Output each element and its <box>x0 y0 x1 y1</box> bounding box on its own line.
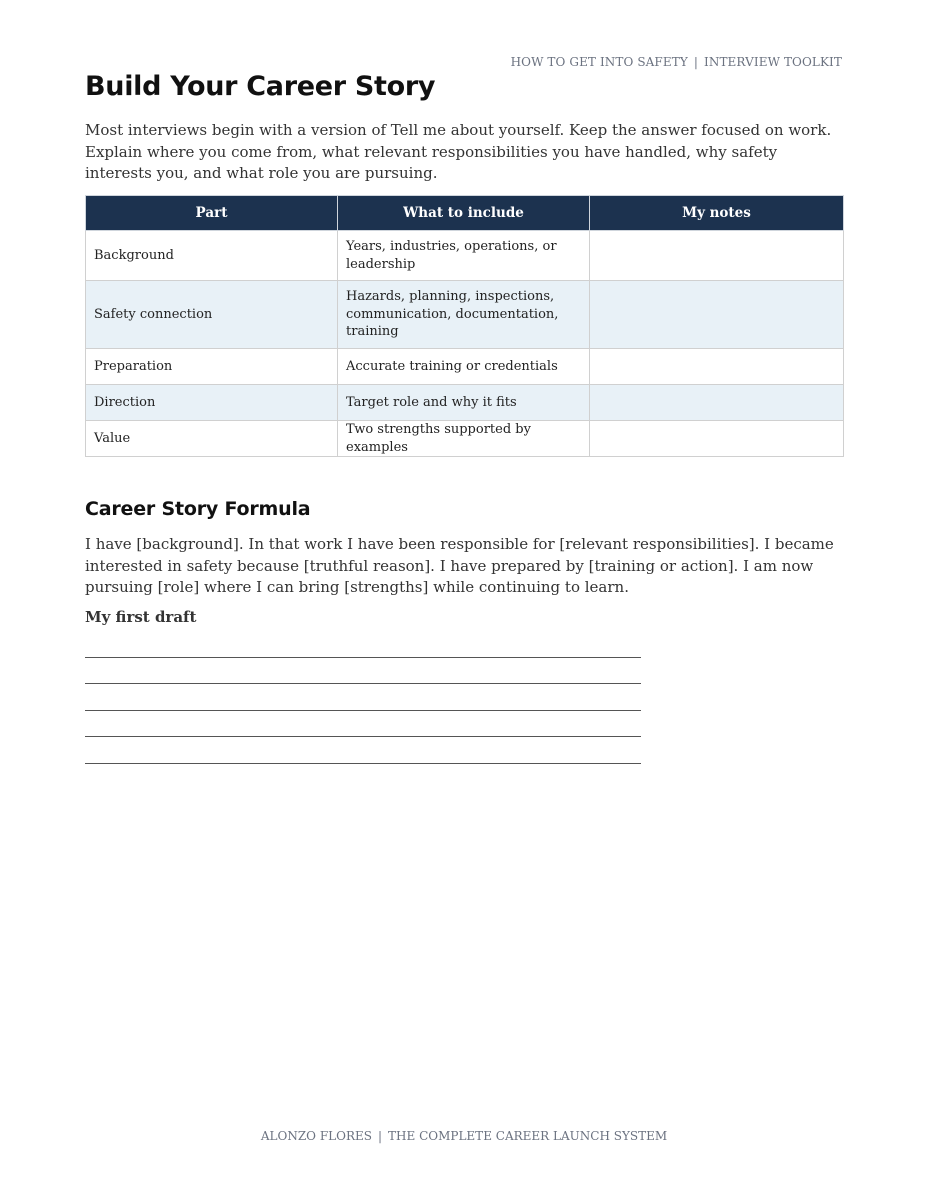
header-separator: | <box>693 55 699 69</box>
notes-cell[interactable] <box>590 281 844 349</box>
intro-paragraph: Most interviews begin with a version of Tell me about yourself. Keep the answer focused on work. Explain where you come from, what relevant responsibilities you have handled, why safety interests you, and what role you are pursuing. <box>85 121 832 182</box>
running-header <box>511 55 842 69</box>
footer-separator: | <box>377 1129 383 1143</box>
running-footer <box>0 1129 928 1143</box>
column-header-part: Part <box>86 196 338 231</box>
draft-label: My first draft <box>85 608 197 626</box>
draft-writing-area[interactable] <box>85 631 641 764</box>
table-header-row <box>86 196 844 231</box>
table-row <box>86 349 844 385</box>
table-row <box>86 231 844 281</box>
header-left-text: HOW TO GET INTO SAFETY <box>510 55 688 69</box>
draft-line[interactable] <box>85 737 641 764</box>
include-cell: Two strengths supported by examples <box>338 421 590 457</box>
draft-line[interactable] <box>85 631 641 658</box>
formula-section-title: Career Story Formula <box>85 498 311 520</box>
table-row <box>86 385 844 421</box>
table-row <box>86 281 844 349</box>
column-header-what-to-include: What to include <box>338 196 590 231</box>
career-story-table <box>85 195 844 457</box>
include-cell: Years, industries, operations, or leadership <box>338 231 590 281</box>
notes-cell[interactable] <box>590 231 844 281</box>
part-cell: Direction <box>86 385 338 421</box>
notes-cell[interactable] <box>590 421 844 457</box>
column-header-my-notes: My notes <box>590 196 844 231</box>
part-cell: Preparation <box>86 349 338 385</box>
footer-left-text: ALONZO FLORES <box>260 1129 372 1143</box>
include-cell: Target role and why it fits <box>338 385 590 421</box>
part-cell: Background <box>86 231 338 281</box>
include-cell: Hazards, planning, inspections, communication, documentation, training <box>338 281 590 349</box>
header-right-text: INTERVIEW TOOLKIT <box>704 55 842 69</box>
notes-cell[interactable] <box>590 385 844 421</box>
draft-line[interactable] <box>85 658 641 685</box>
draft-line[interactable] <box>85 711 641 738</box>
page-title: Build Your Career Story <box>85 71 436 102</box>
footer-right-text: THE COMPLETE CAREER LAUNCH SYSTEM <box>388 1129 668 1143</box>
include-cell: Accurate training or credentials <box>338 349 590 385</box>
part-cell: Value <box>86 421 338 457</box>
draft-line[interactable] <box>85 684 641 711</box>
table-row <box>86 421 844 457</box>
notes-cell[interactable] <box>590 349 844 385</box>
formula-paragraph: I have [background]. In that work I have been responsible for [relevant responsibilities]. I became interested in safety because [truthful reason]. I have prepared by [training or action]. I am now pursuing [role] where I can bring [strengths] while continuing to learn. <box>85 535 834 596</box>
part-cell: Safety connection <box>86 281 338 349</box>
